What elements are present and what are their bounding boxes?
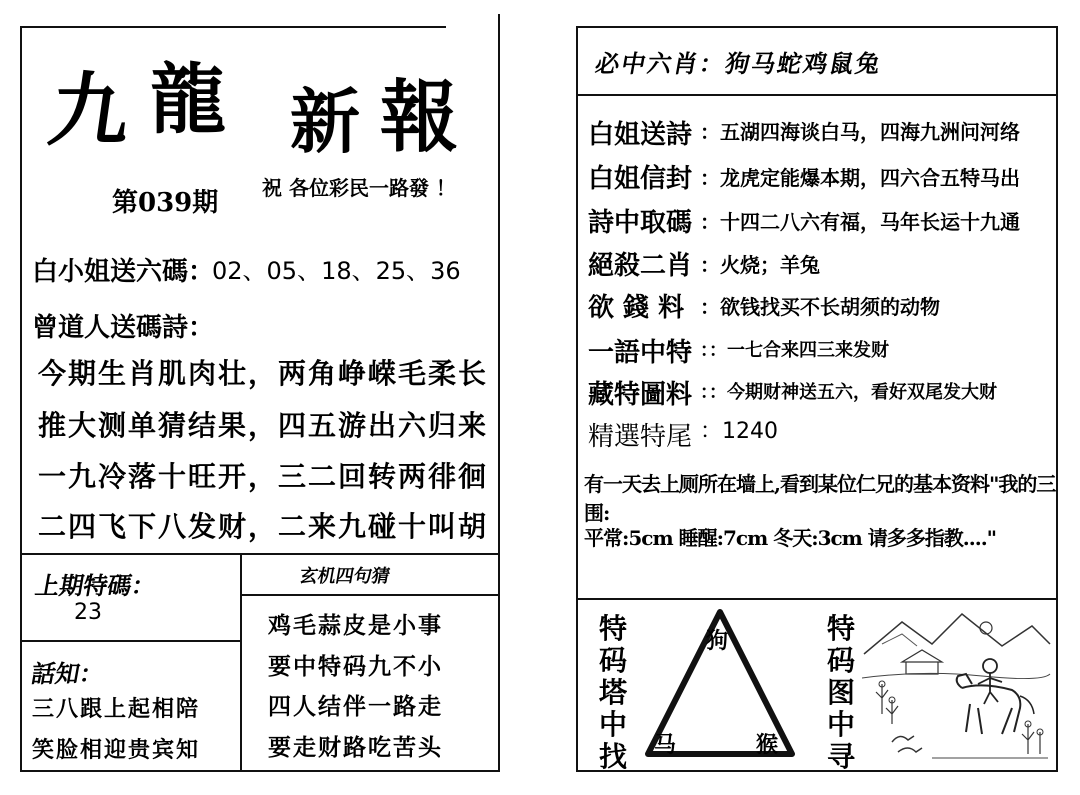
poem-line-3: 一九冷落十旺开，三二回转两徘徊 (38, 460, 489, 493)
row-label-6: 一語中特 (588, 338, 693, 368)
riddle-header: 玄机四句猜 (297, 566, 392, 587)
last-special-value: 23 (74, 600, 102, 625)
saying-line-2: 笑脸相迎贵宾知 (32, 737, 201, 763)
picture-label-5: 寻 (826, 740, 855, 773)
title-char-3: 新 (290, 80, 360, 163)
six-codes-value: 02、05、18、25、36 (212, 257, 461, 285)
tower-label-5: 找 (598, 740, 627, 773)
right-header-divider (576, 94, 1058, 96)
tower-label-2: 码 (598, 644, 627, 677)
row-value-6: ：：一七合来四三来发财 (700, 340, 889, 361)
row-value-2: ：龙虎定能爆本期，四六合五特马出 (700, 166, 1020, 190)
row-value-3: ：十四二八六有福，马年长运十九通 (700, 210, 1020, 234)
row-label-7: 藏特圖料 (588, 380, 693, 410)
picture-label-1: 特 (826, 612, 855, 645)
tower-label-3: 塔 (598, 676, 627, 709)
saying-label: 話知： (29, 659, 107, 688)
story-line-2: 平常:5cm 睡醒:7cm 冬天:3cm 请多多指教...." (584, 526, 997, 550)
riddle-line-4: 要走财路吃苦头 (268, 734, 443, 761)
picture-label-3: 图 (826, 676, 855, 709)
picture-label-2: 码 (826, 644, 855, 677)
frame-tick (498, 14, 500, 30)
frame-gap (446, 20, 502, 30)
right-bottom-divider (576, 598, 1058, 600)
poem-line-4: 二四飞下八发财，二来九碰十叫胡 (38, 510, 489, 543)
title-char-1: 九 (43, 63, 137, 157)
row-label-8: 精選特尾 (588, 422, 693, 452)
six-codes-label: 白小姐送六碼： (32, 257, 215, 287)
rider-illustration-icon (862, 604, 1052, 764)
row-value-1: ：五湖四海谈白马，四海九洲问河络 (700, 120, 1020, 144)
tower-label-1: 特 (598, 612, 627, 645)
tower-top: 狗 (706, 628, 729, 654)
picture-label-4: 中 (826, 708, 855, 741)
row-label-2: 白姐信封 (588, 164, 693, 194)
row-label-5: 欲 錢 料 (588, 293, 685, 323)
row-value-5: ：欲钱找买不长胡须的动物 (700, 295, 940, 319)
saying-divider (20, 640, 240, 642)
greeting-text: 祝 各位彩民一路發 ！ (262, 176, 456, 200)
poem-line-2: 推大测单猜结果，四五游出六归来 (38, 409, 489, 442)
riddle-line-3: 四人结伴一路走 (268, 693, 443, 720)
poem-label: 曾道人送碼詩： (32, 313, 215, 343)
issue-number: 第039期 (112, 188, 219, 218)
tower-right: 猴 (756, 732, 779, 758)
row-value-7: ：：今期财神送五六，看好双尾发大财 (700, 382, 997, 403)
left-bottom-divider (20, 553, 500, 555)
title-char-4: 報 (380, 72, 459, 163)
last-special-label: 上期特碼： (33, 571, 159, 600)
saying-line-1: 三八跟上起相陪 (32, 696, 201, 722)
tower-label-4: 中 (598, 708, 627, 741)
row-value-4: ：火烧；羊兔 (700, 253, 820, 277)
story-line-1: 有一天去上厕所在墙上,看到某位仁兄的基本资料"我的三围: (584, 472, 1056, 525)
row-label-4: 絕殺二肖 (588, 251, 693, 281)
poem-line-1: 今期生肖肌肉壮，两角峥嵘毛柔长 (38, 357, 489, 390)
tower-left: 马 (654, 732, 677, 758)
row-value-8: ：1240 (700, 419, 778, 444)
riddle-line-1: 鸡毛蒜皮是小事 (268, 612, 443, 639)
right-header: 必中六肖：狗马蛇鸡鼠兔 (593, 49, 885, 78)
row-label-3: 詩中取碼 (588, 208, 693, 238)
row-label-1: 白姐送詩 (588, 120, 693, 150)
left-bottom-vdivider (240, 553, 242, 772)
riddle-header-divider (240, 594, 500, 596)
title-char-2: 龍 (150, 55, 226, 144)
riddle-line-2: 要中特码九不小 (268, 653, 443, 680)
